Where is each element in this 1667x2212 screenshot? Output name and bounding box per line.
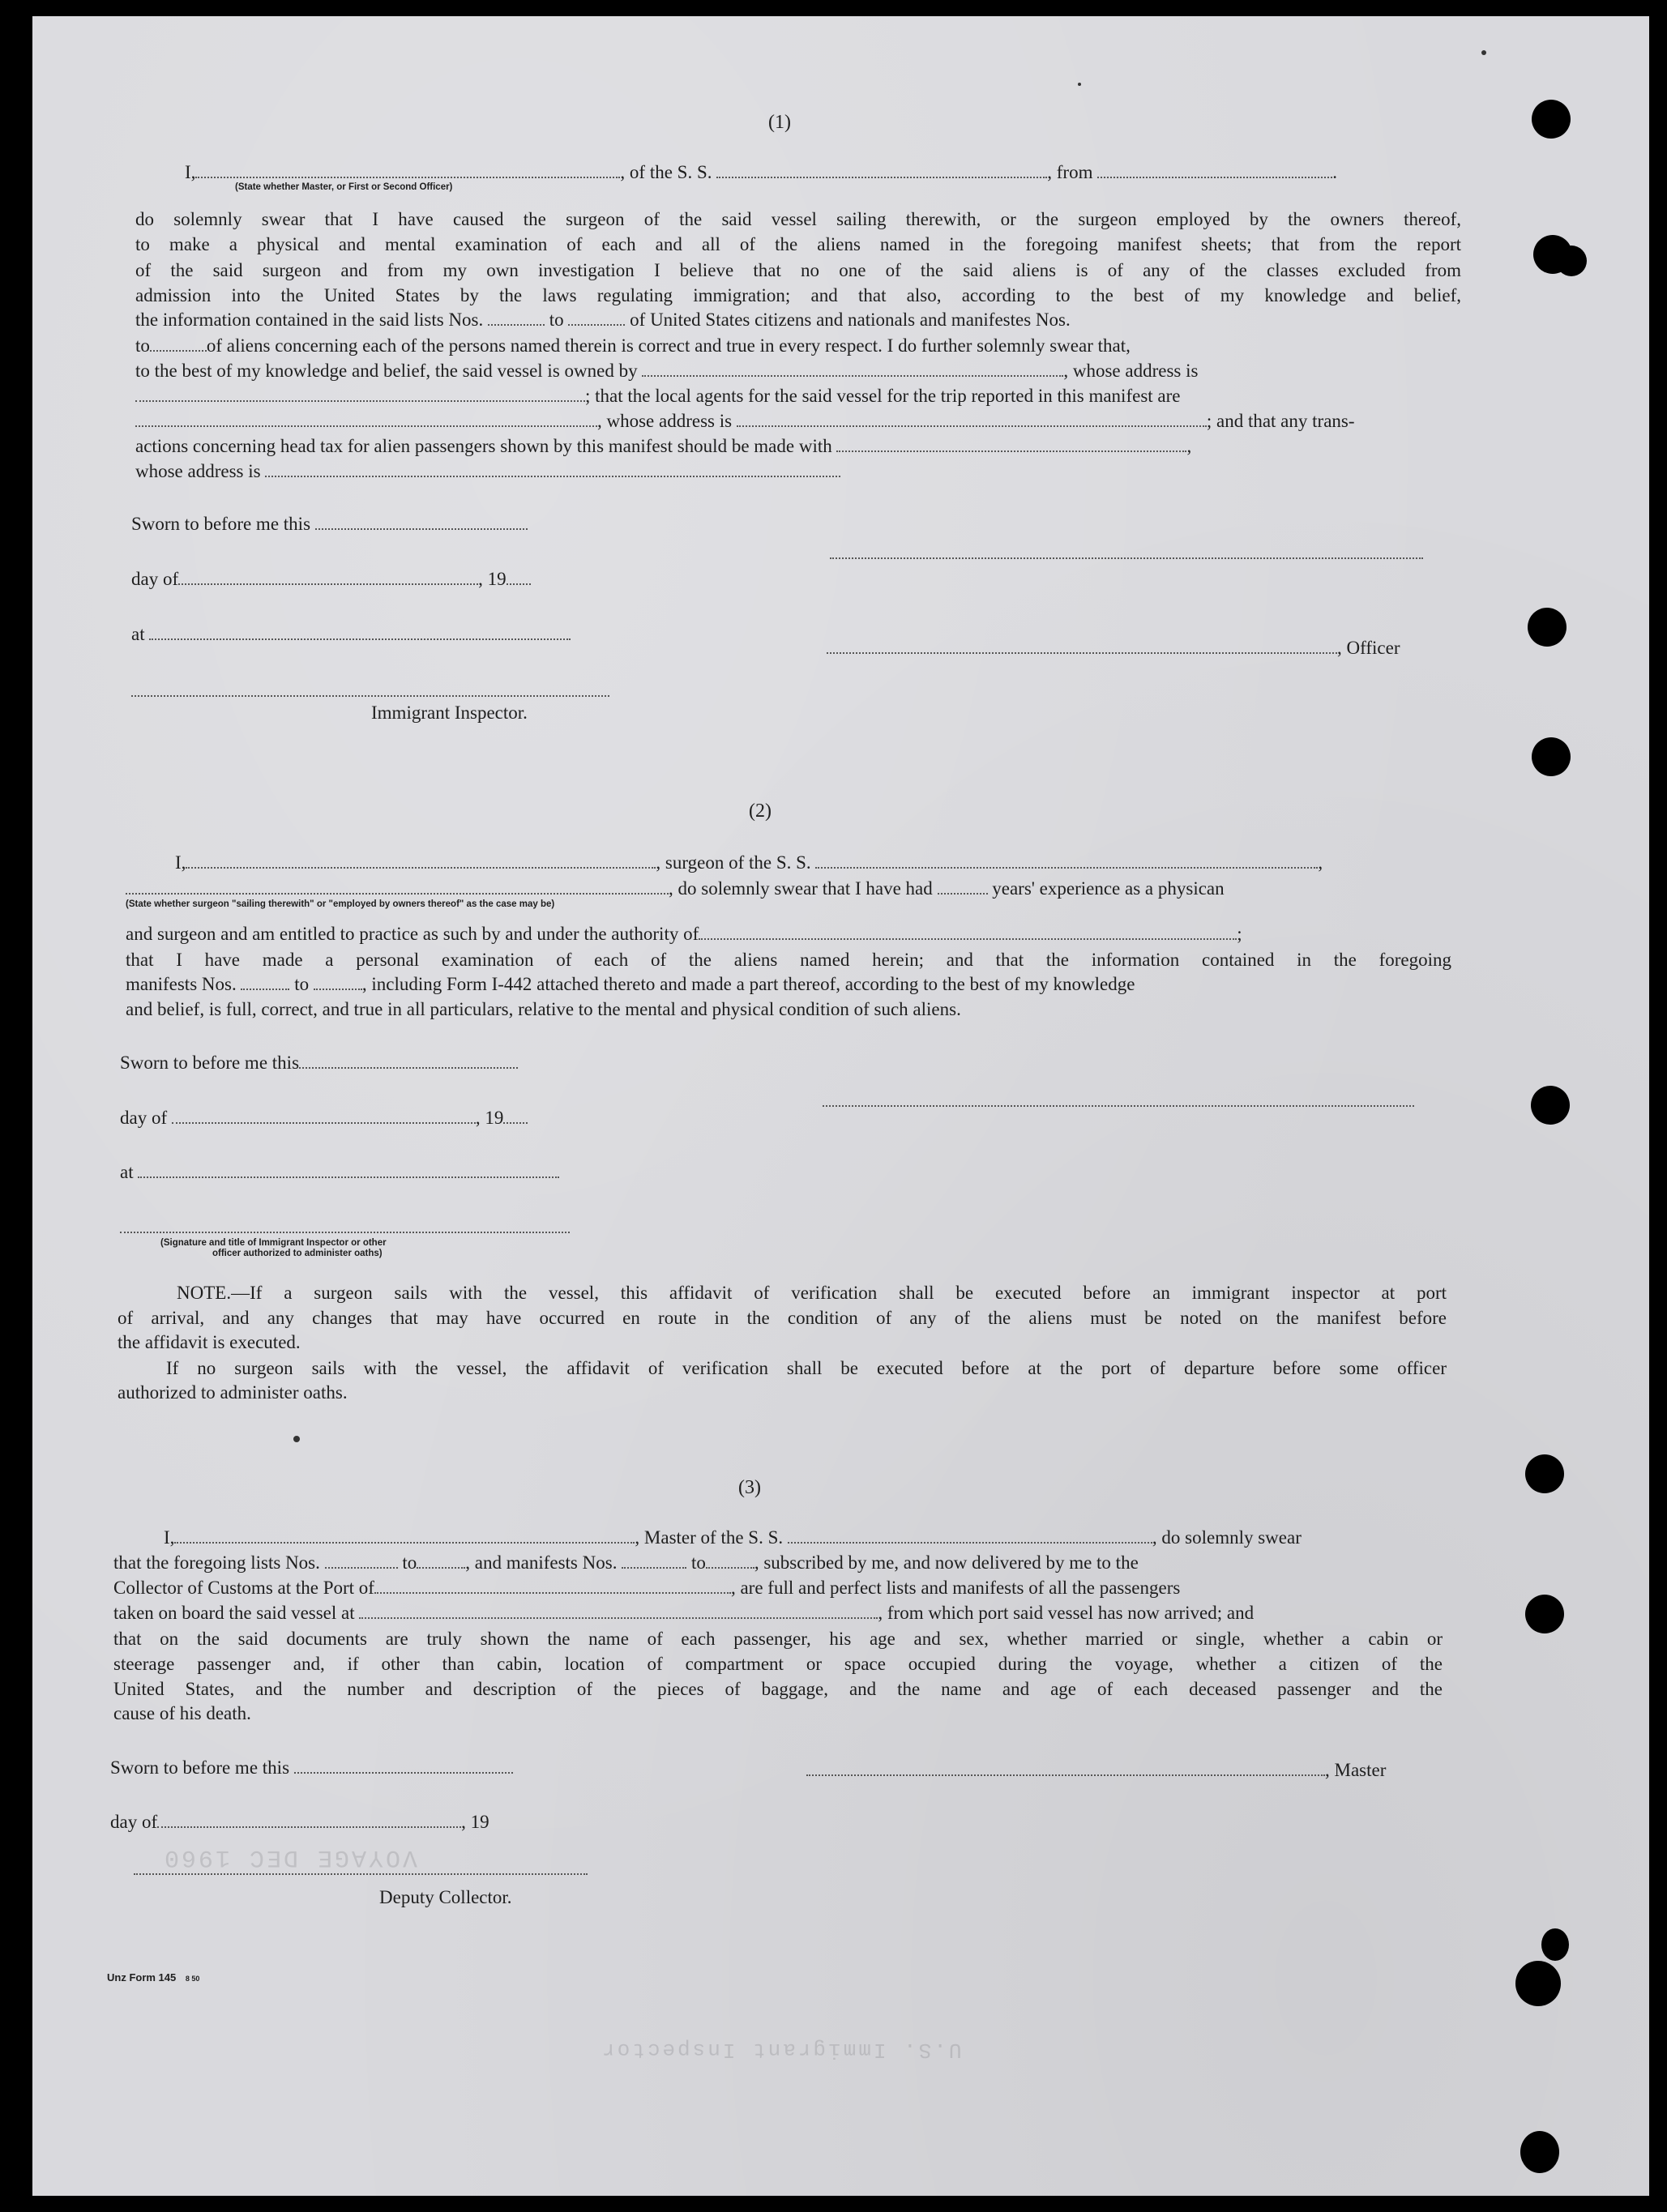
s3-line1 bbox=[164, 1526, 1302, 1550]
s1-text-to2: to bbox=[135, 335, 150, 356]
s3-master-label: , Master bbox=[1325, 1760, 1387, 1780]
s1-para-line: admission into the United States by the laws regulating immigration; and that also, according to the best of my knowledge and belief, bbox=[135, 285, 1461, 305]
s3-year-label: , 19 bbox=[461, 1812, 489, 1832]
s2-year-label: , 19 bbox=[475, 1108, 504, 1128]
s2-dayof-label: day of bbox=[120, 1108, 168, 1128]
s2-text-i: I, bbox=[175, 852, 186, 873]
s1-text-lists-nos: the information contained in the said lists Nos. bbox=[135, 310, 484, 330]
form-number-text: Unz Form 145 bbox=[107, 1971, 177, 1984]
s3-line4 bbox=[113, 1601, 1254, 1625]
speck bbox=[293, 1436, 300, 1442]
s3-dayof bbox=[110, 1810, 489, 1834]
s2-line3 bbox=[126, 922, 1242, 946]
s2-text-form: , including Form I-442 attached thereto and made a part thereof, according to the best of my knowledge bbox=[361, 974, 1135, 994]
s2-note-line: NOTE.—If a surgeon sails with the vessel, this affidavit of verification shall be executed before an immigrant inspector at port bbox=[177, 1283, 1447, 1303]
s1-text-ofss: , of the S. S. bbox=[620, 162, 712, 182]
s3-line2 bbox=[113, 1551, 1139, 1575]
s1-text-from: , from bbox=[1047, 162, 1093, 182]
s1-dayof bbox=[131, 567, 531, 591]
s1-signature-line[interactable] bbox=[830, 557, 1423, 559]
s1-year-field[interactable] bbox=[507, 570, 531, 585]
binder-hole-icon bbox=[1532, 100, 1571, 139]
s3-sworn bbox=[110, 1756, 513, 1780]
s1-text-whose-address3: whose address is bbox=[135, 461, 261, 481]
s2-para-line: that I have made a personal examination of each of the aliens named herein; and that the information contained in the foregoing bbox=[126, 950, 1451, 970]
s1-text-owned-by: to the best of my knowledge and belief, the said vessel is owned by bbox=[135, 361, 638, 381]
s1-text-transactions: ; and that any trans- bbox=[1206, 411, 1355, 431]
s2-line5 bbox=[126, 972, 1135, 997]
s3-sworn-field[interactable] bbox=[294, 1759, 513, 1774]
s2-years-field[interactable] bbox=[938, 880, 988, 895]
s3-text-manifests: , and manifests Nos. bbox=[465, 1552, 618, 1573]
s3-day-field[interactable] bbox=[157, 1813, 461, 1828]
s3-text-to: to bbox=[402, 1552, 417, 1573]
s3-collector-label: Deputy Collector. bbox=[379, 1887, 512, 1907]
s2-sworn-field[interactable] bbox=[299, 1054, 518, 1069]
s1-officer-label: , Officer bbox=[1337, 638, 1400, 658]
s3-text-i: I, bbox=[164, 1527, 175, 1548]
s1-lists-from-field[interactable] bbox=[488, 311, 545, 326]
binder-hole-icon bbox=[1520, 2131, 1559, 2173]
s1-head-tax-field[interactable] bbox=[836, 438, 1186, 452]
s1-officer-note: (State whether Master, or First or Second Officer) bbox=[235, 182, 453, 192]
binder-hole-icon bbox=[1556, 246, 1587, 276]
s3-port-field[interactable] bbox=[374, 1579, 731, 1594]
s2-authority-field[interactable] bbox=[699, 925, 1237, 940]
s1-agents-address-field[interactable] bbox=[737, 412, 1207, 427]
bleed-through-voyage-stamp: VOYAGE DEC 1960 bbox=[162, 1843, 418, 1871]
s1-line14 bbox=[135, 434, 1191, 459]
s2-day-field[interactable] bbox=[172, 1109, 476, 1124]
s1-text-aliens: of aliens concerning each of the persons named therein is correct and true in every respect. I do further solemnly swear that, bbox=[206, 335, 1131, 356]
s2-note-line: authorized to administer oaths. bbox=[118, 1382, 348, 1403]
section-1-number: (1) bbox=[768, 112, 791, 133]
s1-text-whose-address: , whose address is bbox=[1063, 361, 1199, 381]
s2-sig-note-1: (Signature and title of Immigrant Inspector or other bbox=[160, 1238, 387, 1248]
s1-line13 bbox=[135, 409, 1355, 433]
s2-line1 bbox=[175, 851, 1323, 875]
speck bbox=[1481, 50, 1486, 55]
s2-signature-line[interactable] bbox=[823, 1105, 1414, 1107]
s2-text-comma: , bbox=[1318, 852, 1323, 873]
s1-text-citizens: of United States citizens and nationals and manifestes Nos. bbox=[630, 310, 1071, 330]
s3-vessel-field[interactable] bbox=[788, 1529, 1152, 1544]
s3-para-line: cause of his death. bbox=[113, 1703, 251, 1723]
s2-vessel-field[interactable] bbox=[815, 854, 1318, 869]
s1-sworn bbox=[131, 512, 528, 536]
s3-para-line: that on the said documents are truly shown the name of each passenger, his age and sex, whether married or single, whether a cabin or bbox=[113, 1629, 1443, 1649]
s1-at-label: at bbox=[131, 624, 145, 644]
s3-departure-port-field[interactable] bbox=[359, 1604, 878, 1619]
s1-year-label: , 19 bbox=[478, 569, 507, 589]
s3-manifests-to-field[interactable] bbox=[706, 1554, 754, 1569]
s1-lists-to-field[interactable] bbox=[568, 311, 625, 326]
form-number bbox=[107, 1971, 199, 1984]
s1-para-line: to make a physical and mental examination of each and all of the aliens named in the foregoing manifest sheets; that from the report bbox=[135, 234, 1461, 254]
s1-sworn-field[interactable] bbox=[315, 515, 528, 530]
s2-text-authority: and surgeon and am entitled to practice as such by and under the authority of bbox=[126, 924, 699, 944]
s3-master bbox=[806, 1758, 1386, 1783]
s2-at-field[interactable] bbox=[138, 1164, 559, 1178]
s2-manifests-to-field[interactable] bbox=[314, 976, 362, 990]
s1-line15 bbox=[135, 459, 840, 484]
s1-from-field[interactable] bbox=[1097, 164, 1332, 178]
s3-dayof-label: day of bbox=[110, 1812, 158, 1832]
s2-surgeon-name-field[interactable] bbox=[186, 854, 656, 869]
s2-text-manifests: manifests Nos. bbox=[126, 974, 237, 994]
s3-lists-to-field[interactable] bbox=[417, 1554, 465, 1569]
s1-text-to: to bbox=[549, 310, 564, 330]
s2-text-years: years' experience as a physican bbox=[992, 878, 1225, 899]
speck bbox=[1078, 83, 1081, 86]
s2-manifests-from-field[interactable] bbox=[241, 976, 289, 990]
s2-year-field[interactable] bbox=[503, 1109, 528, 1124]
s1-para-line: of the said surgeon and from my own investigation I believe that no one of the said aliens is of any of the classes excluded from bbox=[135, 260, 1461, 280]
s1-day-field[interactable] bbox=[178, 570, 478, 585]
s1-text-local-agents: ; that the local agents for the said vessel for the trip reported in this manifest are bbox=[585, 386, 1181, 406]
bleed-through-stamp: U.S. Immigrant Inspector bbox=[600, 2038, 962, 2062]
s3-text-to2: to bbox=[690, 1552, 706, 1573]
s1-text-comma: , bbox=[1186, 436, 1192, 456]
s3-collector-line[interactable] bbox=[134, 1873, 588, 1875]
s1-owner-field[interactable] bbox=[642, 362, 1063, 377]
binder-hole-icon bbox=[1531, 1086, 1570, 1125]
s1-line10 bbox=[135, 334, 1131, 358]
s3-para-line: United States, and the number and description of the pieces of baggage, and the name and age of each deceased passenger and the bbox=[113, 1679, 1443, 1699]
s2-text-swear: , do solemnly swear that I have had bbox=[669, 878, 933, 899]
s1-at-field[interactable] bbox=[149, 626, 571, 640]
s1-text-i: I, bbox=[185, 162, 196, 182]
s1-agents-field[interactable] bbox=[135, 412, 597, 427]
s2-at bbox=[120, 1160, 559, 1185]
s1-inspector-label: Immigrant Inspector. bbox=[371, 702, 528, 723]
s2-text-to: to bbox=[294, 974, 310, 994]
s1-text-whose-address2: , whose address is bbox=[597, 411, 733, 431]
s3-line3 bbox=[113, 1576, 1180, 1600]
section-3-number: (3) bbox=[738, 1477, 761, 1498]
binder-hole-icon bbox=[1525, 1454, 1564, 1493]
s2-sig-note-2: officer authorized to administer oaths) bbox=[212, 1249, 383, 1258]
s1-officer-field[interactable] bbox=[195, 164, 620, 178]
s1-line12 bbox=[135, 384, 1180, 408]
s2-para-line: and belief, is full, correct, and true in all particulars, relative to the mental and physical condition of such aliens. bbox=[126, 999, 961, 1019]
s1-manifests-to-field[interactable] bbox=[150, 337, 207, 352]
s1-line11 bbox=[135, 359, 1198, 383]
s1-vessel-field[interactable] bbox=[716, 164, 1047, 178]
s3-text-master-of: , Master of the S. S. bbox=[635, 1527, 784, 1548]
s1-officer-signature-field[interactable] bbox=[827, 639, 1337, 654]
s2-at-label: at bbox=[120, 1162, 134, 1182]
s3-text-full: , are full and perfect lists and manifests of all the passengers bbox=[730, 1578, 1181, 1598]
s3-para-line: steerage passenger and, if other than cabin, location of compartment or space occupied during the voyage, whether a citizen of the bbox=[113, 1654, 1443, 1674]
s1-line9 bbox=[135, 308, 1071, 332]
s1-text-head-tax: actions concerning head tax for alien passengers shown by this manifest should be made with bbox=[135, 436, 832, 456]
s2-sailing-field[interactable] bbox=[126, 880, 669, 895]
s1-inspector-line[interactable] bbox=[131, 695, 609, 697]
section-2-number: (2) bbox=[749, 801, 772, 822]
s3-lists-from-field[interactable] bbox=[325, 1554, 398, 1569]
s2-dayof bbox=[120, 1106, 528, 1130]
s3-master-signature-field[interactable] bbox=[806, 1761, 1325, 1776]
s3-master-name-field[interactable] bbox=[174, 1529, 635, 1544]
s3-manifests-from-field[interactable] bbox=[622, 1554, 686, 1569]
s1-sworn-label: Sworn to before me this bbox=[131, 514, 311, 534]
binder-hole-icon bbox=[1528, 608, 1567, 647]
s1-at bbox=[131, 622, 571, 647]
s1-text-period: . bbox=[1332, 162, 1337, 182]
s3-text-arrived: , from which port said vessel has now arrived; and bbox=[878, 1603, 1255, 1623]
s3-sworn-label: Sworn to before me this bbox=[110, 1757, 290, 1778]
s2-sworn-label: Sworn to before me this bbox=[120, 1053, 300, 1073]
s2-note-line: If no surgeon sails with the vessel, the affidavit of verification shall be executed before at the port of departure before some officer bbox=[166, 1358, 1447, 1378]
binder-hole-icon bbox=[1541, 1928, 1569, 1961]
s1-owner-address-field[interactable] bbox=[135, 387, 585, 402]
s3-text-collector: Collector of Customs at the Port of bbox=[113, 1578, 374, 1598]
binder-hole-icon bbox=[1515, 1961, 1561, 2006]
s1-officer bbox=[827, 636, 1400, 660]
s2-line2 bbox=[126, 877, 1225, 901]
s1-head-tax-address-field[interactable] bbox=[265, 463, 840, 477]
s3-text-subscribed: , subscribed by me, and now delivered by me to the bbox=[754, 1552, 1139, 1573]
s2-text-semicolon: ; bbox=[1237, 924, 1242, 944]
s3-text-taken: taken on board the said vessel at bbox=[113, 1603, 355, 1623]
document-page bbox=[32, 16, 1649, 2196]
s2-note-line: the affidavit is executed. bbox=[118, 1332, 301, 1352]
s3-text-swear: , do solemnly swear bbox=[1152, 1527, 1302, 1548]
binder-hole-icon bbox=[1525, 1595, 1564, 1633]
s2-inspector-line[interactable] bbox=[120, 1232, 570, 1233]
s2-sworn bbox=[120, 1051, 518, 1075]
s1-line1 bbox=[185, 160, 1337, 185]
form-code: 8 50 bbox=[185, 1975, 200, 1983]
s1-para-line: do solemnly swear that I have caused the surgeon of the said vessel sailing therewith, or the surgeon employed by the owners thereof, bbox=[135, 209, 1461, 229]
s2-note-line: of arrival, and any changes that may have occurred en route in the condition of any of the aliens must be noted on the manifest before bbox=[118, 1308, 1447, 1328]
s1-dayof-label: day of bbox=[131, 569, 179, 589]
binder-hole-icon bbox=[1532, 737, 1571, 776]
s2-surgeon-note: (State whether surgeon "sailing therewith" or "employed by owners thereof" as the case may be) bbox=[126, 899, 555, 909]
s3-text-lists: that the foregoing lists Nos. bbox=[113, 1552, 320, 1573]
s2-text-surgeon-of: , surgeon of the S. S. bbox=[656, 852, 811, 873]
